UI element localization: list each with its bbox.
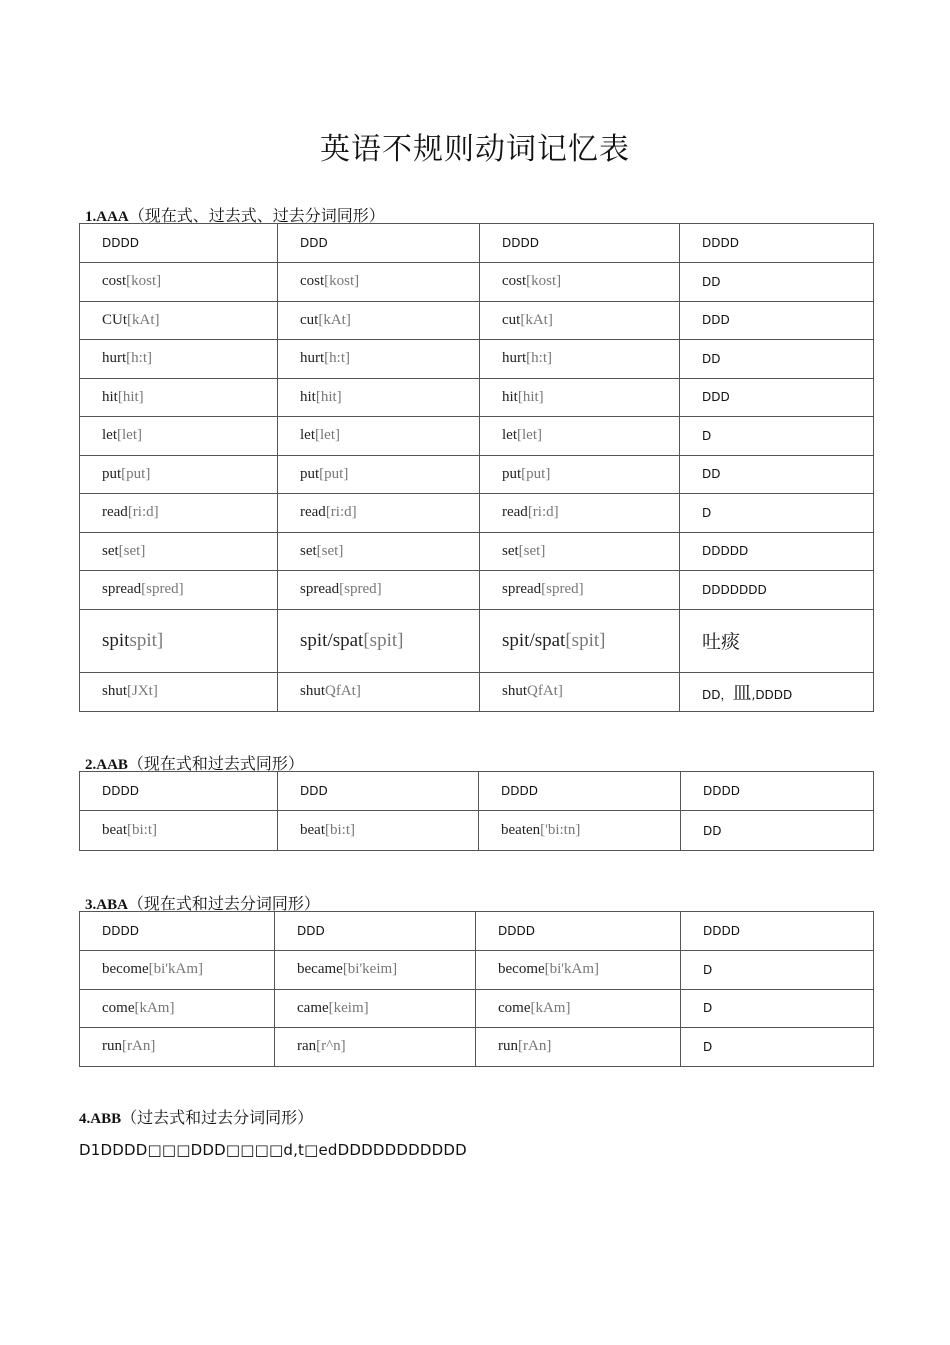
table-row [80,494,874,533]
verb-cell [480,301,680,340]
verb-cell [278,340,480,379]
verb-cell [80,1028,275,1067]
verb-cell [80,455,278,494]
phonetic: [spred] [141,581,184,598]
verb-word: shut [102,683,128,699]
verb-cell [80,609,278,672]
phonetic: [put] [521,465,551,482]
phonetic: [bi:t] [324,822,355,838]
phonetic: [ri:d] [325,504,357,521]
table-row [80,455,874,494]
table-row [80,1028,874,1067]
phonetic: [h:t] [126,350,152,367]
column-header: DDD [275,912,476,951]
table-row [80,609,874,672]
table-row [80,811,874,851]
verb-word: hit [502,388,518,405]
verb-word: become [498,961,545,978]
section-2-desc: （现在式和过去式同形） [127,754,304,773]
section-3-number: 3.ABA [85,897,128,913]
column-header: DDDD [80,912,275,951]
phonetic: spit] [129,629,164,651]
table-header-row [80,224,874,263]
phonetic: [hit] [117,388,144,405]
phonetic: [JXt] [127,683,158,699]
phonetic: ['bi:tn] [540,822,581,838]
meaning-cell: DDD [680,378,874,417]
column-header: DDDD [681,912,874,951]
verb-word: read [300,504,326,521]
verb-word: cost [102,273,127,290]
verb-word: CUt [102,311,128,328]
phonetic: [let] [117,427,142,444]
phonetic: [rAn] [122,1038,156,1055]
verb-cell [480,263,680,302]
verb-cell [476,989,681,1028]
verb-word: spread [502,581,542,598]
phonetic: [kAt] [520,311,553,328]
verb-cell [480,417,680,456]
verb-cell [480,378,680,417]
section-4-number: 4.ABB [79,1111,122,1127]
phonetic: [let] [315,427,340,444]
verb-word: come [498,999,531,1016]
meaning-cell: D [681,989,874,1028]
verb-cell [479,811,681,851]
phonetic: [kAm] [134,999,175,1016]
verb-cell [80,494,278,533]
phonetic: [spred] [339,581,382,598]
section-3-desc: （现在式和过去分词同形） [127,894,320,913]
phonetic: QfAt] [527,683,563,699]
verb-cell [476,951,681,990]
phonetic: [kost] [126,273,162,290]
meaning-text: 皿 [732,682,752,704]
verb-cell [278,609,480,672]
phonetic: [set] [518,542,546,559]
verb-word: read [502,504,528,521]
verb-word: cut [502,311,521,328]
table-row [80,532,874,571]
meaning-cell: DD [680,263,874,302]
verb-cell [480,672,680,711]
verb-word: cost [300,273,325,290]
column-header: DDDD [80,224,278,263]
verb-cell [80,263,278,302]
verb-cell [275,1028,476,1067]
verb-cell [275,989,476,1028]
verb-word: run [102,1038,122,1055]
phonetic: [bi:t] [126,822,157,838]
phonetic: [bi'keim] [342,961,398,978]
section-2-number: 2.AAB [85,757,128,773]
phonetic: [let] [517,427,542,444]
aba-verb-table [79,911,874,1067]
phonetic: [spit] [363,629,404,651]
phonetic: [spit] [565,629,606,651]
column-header: DDDD [480,224,680,263]
phonetic: [spred] [541,581,584,598]
table-row [80,301,874,340]
verb-cell [80,417,278,456]
column-header: DDD [278,224,480,263]
column-header: DDDD [680,224,874,263]
column-header: DDDD [476,912,681,951]
phonetic: [hit] [315,388,342,405]
verb-word: spit [102,629,130,651]
verb-word: put [502,465,522,482]
phonetic: QfAt] [325,683,361,699]
verb-cell [480,455,680,494]
verb-word: hit [102,388,118,405]
phonetic: [h:t] [526,350,552,367]
phonetic: [kAm] [530,999,571,1016]
phonetic: [kost] [324,273,360,290]
meaning-cell: DDDDD [680,532,874,571]
verb-word: spit/spat [300,629,364,651]
table-header-row [80,772,874,811]
phonetic: [rAn] [518,1038,552,1055]
table-row [80,672,874,711]
verb-cell [278,301,480,340]
verb-word: read [102,504,128,521]
verb-word: beat [102,822,127,838]
table-header-row [80,912,874,951]
verb-word: become [102,961,149,978]
column-header: DDDD [80,772,278,811]
verb-cell [480,609,680,672]
meaning-cell [680,672,874,711]
page-title: 英语不规则动词记忆表 [320,132,630,167]
column-header: DDD [278,772,479,811]
verb-word: hit [300,388,316,405]
verb-cell [278,571,480,610]
verb-word: shut [300,683,326,699]
verb-word: set [502,542,519,559]
verb-cell [278,378,480,417]
verb-word: put [102,465,122,482]
verb-word: hurt [502,350,527,367]
verb-cell [278,811,479,851]
verb-word: shut [502,683,528,699]
verb-word: spread [102,581,142,598]
meaning-cell: D [680,417,874,456]
meaning-cell: DD [680,340,874,379]
section-4-heading [79,1105,313,1128]
verb-cell [480,340,680,379]
phonetic: [hit] [517,388,544,405]
verb-word: set [300,542,317,559]
verb-cell [80,571,278,610]
verb-word: came [297,999,329,1016]
phonetic: [put] [121,465,151,482]
meaning-cell: DD [681,811,874,851]
verb-cell [80,811,278,851]
verb-cell [278,455,480,494]
phonetic: [bi'kAm] [148,961,204,978]
verb-cell [278,263,480,302]
verb-word: let [300,427,315,444]
table-row [80,417,874,456]
verb-word: ran [297,1038,317,1055]
verb-cell [480,571,680,610]
phonetic: [ri:d] [127,504,159,521]
phonetic: [kAt] [318,311,351,328]
verb-word: became [297,961,343,978]
verb-word: come [102,999,135,1016]
section-1-desc: （现在式、过去式、过去分词同形） [128,206,385,225]
phonetic: [keim] [328,999,369,1016]
verb-cell [476,1028,681,1067]
verb-cell [80,340,278,379]
verb-cell [80,532,278,571]
verb-word: put [300,465,320,482]
table-row [80,571,874,610]
verb-cell [480,532,680,571]
table-row [80,951,874,990]
table-row [80,340,874,379]
section-1-number: 1.AAA [85,209,129,225]
verb-cell [278,532,480,571]
verb-cell [80,951,275,990]
verb-cell [80,378,278,417]
meaning-cell: 吐痰 [680,609,874,672]
meaning-cell: DD [680,455,874,494]
phonetic: [kost] [526,273,562,290]
verb-word: set [102,542,119,559]
phonetic: [bi'kAm] [544,961,600,978]
meaning-text: DD， [702,688,733,702]
verb-word: spread [300,581,340,598]
column-header: DDDD [681,772,874,811]
verb-word: cost [502,273,527,290]
meaning-cell: D [680,494,874,533]
meaning-cell: D [681,951,874,990]
meaning-cell: D [681,1028,874,1067]
verb-cell [278,417,480,456]
phonetic: [r^n] [316,1038,346,1055]
phonetic: [set] [316,542,344,559]
verb-word: beaten [501,822,541,838]
verb-cell [80,672,278,711]
phonetic: [kAt] [127,311,160,328]
verb-word: spit/spat [502,629,566,651]
section-4-desc: （过去式和过去分词同形） [121,1108,314,1127]
verb-word: run [498,1038,518,1055]
table-row [80,263,874,302]
column-header: DDDD [479,772,681,811]
phonetic: [ri:d] [527,504,559,521]
phonetic: [h:t] [324,350,350,367]
verb-cell [275,951,476,990]
phonetic: [put] [319,465,349,482]
verb-word: let [502,427,517,444]
verb-word: hurt [102,350,127,367]
verb-word: beat [300,822,325,838]
verb-cell [278,494,480,533]
meaning-cell: DDD [680,301,874,340]
verb-word: hurt [300,350,325,367]
verb-word: let [102,427,117,444]
aab-verb-table [79,771,874,851]
verb-word: cut [300,311,319,328]
section-4-paragraph: D1DDDD□□□DDD□□□□d,t□edDDDDDDDDDDD [79,1141,467,1159]
meaning-cell: DDDDDDD [680,571,874,610]
meaning-text: ,DDDD [751,688,793,702]
table-row [80,378,874,417]
aaa-verb-table [79,223,874,712]
verb-cell [480,494,680,533]
verb-cell [80,989,275,1028]
phonetic: [set] [118,542,146,559]
verb-cell [80,301,278,340]
table-row [80,989,874,1028]
verb-cell [278,672,480,711]
